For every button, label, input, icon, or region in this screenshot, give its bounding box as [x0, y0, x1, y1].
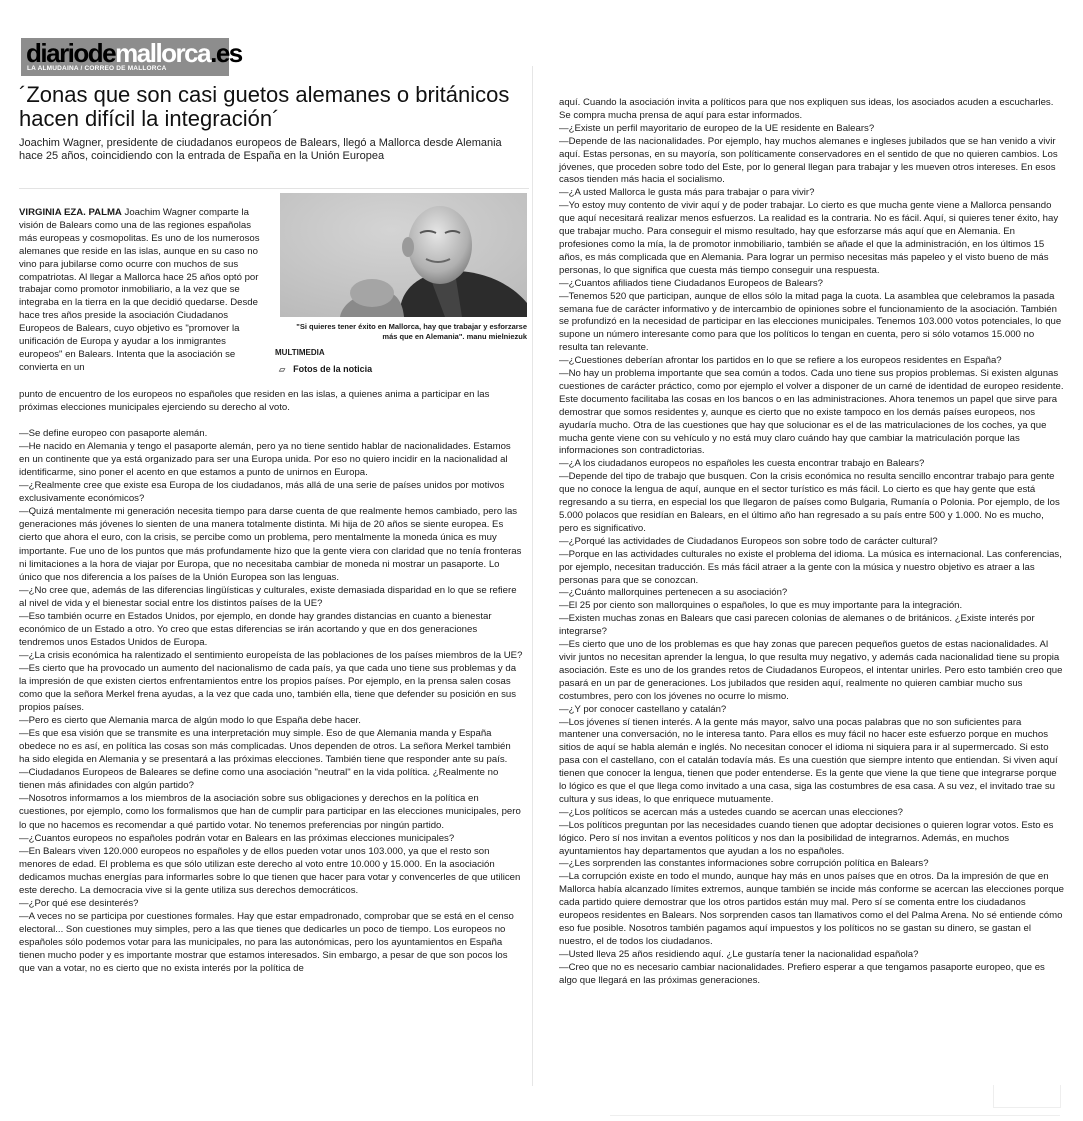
photos-link[interactable]: [279, 364, 372, 374]
paragraph: —Pero es cierto que Alemania marca de algún modo lo que España debe hacer.: [19, 715, 361, 727]
paragraph: —Nosotros informamos a los miembros de la asociación sobre sus obligaciones y derechos en la política en cuestiones, por ejemplo, como los formalismos que han de cumplir para participar en las elecciones municipales, pero lo que no hacemos es recomendar a qué partido votar. No tenemos preferencias por ningún partido.: [19, 793, 521, 831]
paragraph: —¿Cuantos afiliados tiene Ciudadanos Europeos de Balears?: [559, 277, 823, 289]
paragraph: —¿Los políticos se acercan más a ustedes cuando se acercan unas elecciones?: [559, 806, 903, 818]
camera-icon: ▱: [279, 365, 286, 374]
paragraph: —El 25 por ciento son mallorquines o españoles, lo que es muy importante para la integración.: [559, 600, 963, 612]
article-photo[interactable]: [280, 193, 527, 317]
paragraph: —Porque en las actividades culturales no existe el problema del idioma. La música es internacional. Las conferencias, por ejemplo, necesitan traducción. Es más fácil atraer a la gente con la música y nuestro objetivo es atraer a las personas para que se conozcan.: [559, 548, 1062, 586]
article-subtitle: Joachim Wagner, presidente de ciudadanos europeos de Balears, llegó a Mallorca desde Alemania hace 25 años, coincidiendo con la entrada de España en la Unión Europea: [19, 137, 502, 162]
paragraph: —Los políticos preguntan por las necesidades cuando tienen que adoptar decisiones o quieren lograr votos. Esto es lógico. Pero sí nos invitan a eventos políticos y nos dan la posibilidad de integrarnos. Además, en muchos ayuntamientos hay departamentos que ayudan a los no españoles.: [559, 819, 1054, 857]
paragraph: —¿Cuánto mallorquines pertenecen a su asociación?: [559, 587, 788, 599]
paragraph: —Usted lleva 25 años residiendo aquí. ¿Le gustaría tener la nacionalidad española?: [559, 948, 919, 960]
paragraph: —¿Por qué ese desinterés?: [19, 897, 139, 909]
paragraph: —Es que esa visión que se transmite es una interpretación muy simple. Eso de que Alemania manda y España obedece no es así, en política las cosas son más complicadas. Unos dependen de otros. La señora Merkel también ha sido elegida en Alemania y se presentará a las próximas elecciones. También tiene que responder ante su país.: [19, 728, 511, 766]
paragraph: —¿A usted Mallorca le gusta más para trabajar o para vivir?: [559, 187, 815, 199]
paragraph: —Yo estoy muy contento de vivir aquí y de poder trabajar. Lo cierto es que mucha gente viene a Mallorca pensando que aquí necesitará realizar menos esfuerzos. La realidad es la contraria. No es fácil. Aquí, si quieres tener éxito, hay que trabajar mucho. Para conseguir el mismo resultado, hay que esforzarse más aquí que en Alemania. En profesiones como la mía, la de promotor inmobiliario, también se añade el que la administración, en los últimos 15 años, es más complicada que en Alemania. Para lograr un permiso necesitas más papeleo y el visto bueno de más personas, lo que significa que cuesta más tiempo conseguir una respuesta.: [559, 200, 1059, 276]
paragraph: —He nacido en Alemania y tengo el pasaporte alemán, pero ya no tiene sentido hablar de nacionalidades. Estamos en un continente que ya está organizado para ser una Europa unida. Por eso no quiero incidir en la nacionalidad al identificarme, sino poner el acento en que estamos a punto de unirnos en Europa.: [19, 441, 511, 479]
paragraph: —Existen muchas zonas en Balears que casi parecen colonias de alemanes o de británicos. ¿Existe interés por integrarse?: [559, 613, 1035, 638]
intro-text: Joachim Wagner comparte la visión de Balears como una de las regiones españolas más europeas y cosmopolitas. Es uno de los numerosos alemanes que reside en las islas, aunque en su caso no vino para jubilarse como ocurre con muchos de sus compatriotas. Al llegar a Mallorca hace 25 años optó por trabajar como promotor inmobiliario, a la vez que se integraba en la tierra en la que decidió quedarse. Desde hace tres años preside la asociación Ciudadanos Europeos de Balears, cuyo objetivo es "promover la unificación de Europa y ayudar a los inmigrantes europeos" en Balears. Intenta que la asociación se convierta en un: [19, 207, 260, 373]
paragraph: —¿Porqué las actividades de Ciudadanos Europeos son sobre todo de carácter cultural?: [559, 535, 938, 547]
paragraph: —¿Les sorprenden las constantes informaciones sobre corrupción política en Balears?: [559, 858, 929, 870]
photos-link-label: Fotos de la noticia: [293, 364, 373, 374]
paragraph: —Ciudadanos Europeos de Baleares se define como una asociación "neutral" en la vida política. ¿Realmente no tienen más afinidades con algún partido?: [19, 767, 499, 792]
paragraph: —Los jóvenes sí tienen interés. A la gente más mayor, salvo una pocas palabras que no son suficientes para mantener una conversación, no le interesa tanto. Para ellos es muy fácil no hacer este esfuerzo porque en muchos sitios de aquí se habla alemán e inglés. No necesitan conocer el idioma ni siquiera para ir al supermercado. Si esto pasa con el castellano, con el catalán todavía más. Es una cuestión que siempre intento que entiendan. Si viven aquí tienen que conocer la lengua, tienen que poder entenderse. Es la gente que viene la que tiene que integrarse porque lo lógico es que el que llega como invitado a una casa, siga las costumbres de esa casa. A su vez, el invitado trae su cultura y sus ideas, lo que enriquece mutuamente.: [559, 716, 1058, 805]
logo-wordmark: diariodemallorca.es: [26, 38, 242, 68]
footer-divider: [610, 1115, 1060, 1116]
paragraph: —La corrupción existe en todo el mundo, aunque hay más en unos países que en otros. Da la impresión de que en Mallorca había alcanzado límites extremos, aunque también se incide más conforme se acercan las elecciones porque cada partido quiere demostrar que los otros partidos están muy mal. Pero sí se comenta entre los ciudadanos europeos residentes en Balears. Nos sorprenden casos tan llamativos como el del Palma Arena. No sé entiende cómo eso fue posible. Nosotros también pagamos aquí impuestos y los políticos no se gastan su dinero, se gastan el nuestro, el de todos los ciudadanos.: [559, 871, 1065, 947]
paragraph: —¿A los ciudadanos europeos no españoles les cuesta encontrar trabajo en Balears?: [559, 458, 925, 470]
paragraph: —Tenemos 520 que participan, aunque de ellos sólo la mitad paga la cuota. La asamblea que celebramos la pasada semana fue de carácter informativo y de intercambio de opiniones sobre el funcionamiento de la asociación. También se profundizó en la necesidad de participar en las elecciones municipales. Tenemos 103.000 votos potenciales, lo que supone un número interesante como para que los políticos lo tengan en cuenta, pero si sólo votamos 15.000 no resulta tan relevante.: [559, 290, 1062, 354]
paragraph: —Es cierto que ha provocado un aumento del nacionalismo de cada país, ya que cada uno tiene sus problemas y da la impresión de que existen ciertos enfrentamientos entre los propios países. Por ejemplo, en la prensa salen cosas como que la señora Merkel frena ayudas, a la vez que cada uno, también ella, tiene que defender su posición en sus propios países.: [19, 662, 517, 714]
paragraph: —¿Existe un perfil mayoritario de europeo de la UE residente en Balears?: [559, 122, 875, 134]
photo-caption: "Si quieres tener éxito en Mallorca, hay que trabajar y esforzarse más que en Alemania". manu mielniezuk: [296, 322, 527, 341]
article-body-col2: [559, 97, 1064, 988]
paragraph: —Quizá mentalmente mi generación necesita tiempo para darse cuenta de que realmente hemos cambiado, pero las generaciones más jóvenes lo sienten de una manera totalmente distinta. Mi hija de 20 años se siente europea. Es cierto que ahora el euro, con la crisis, se percibe como un problema, pero mentalmente la moneda única es muy importante. Fue uno de los puntos que más profundamente hizo que la gente viera con claridad que no tenía fronteras ni limitaciones a la hora de viajar por Europa, que no necesitaba cambiar de moneda ni mostrar un pasaporte. Lo único que nos diferencia a los países de la Unión Europea son las lenguas.: [19, 506, 522, 583]
paragraph: —Depende de las nacionalidades. Por ejemplo, hay muchos alemanes e ingleses jubilados que se han venido a vivir aquí. Estas personas, en su mayoría, son políticamente conservadores en el sentido de que no quieren cambios. Los jóvenes, que proceden sobre todo del Este, por lo general llegan para trabajar y les mueven otros intereses. En esos casos tienden más hacia el socialismo.: [559, 135, 1058, 186]
logo-tagline: LA ALMUDAINA / CORREO DE MALLORCA: [27, 65, 167, 72]
paragraph: —No hay un problema importante que sea común a todos. Cada uno tiene sus propios problemas. Si existen algunas cuestiones de carácter práctico, como por ejemplo el volver a disponer de un carné de identidad de europeo residente. Este documento facilitaba las cosas en los bancos o en las administraciones. Ahora tenemos un papel que sirve para demostrar que somos residentes y, aunque es cierto que no existe tampoco en los demás países europeos, nos ayudaría mucho. Otra de las cuestiones que hay que solucionar es el de las matriculaciones de los coches, ya que mucha gente viene con su vehículo y no está muy claro cuándo hay que cambiar la matriculación porque las informaciones son contradictorias.: [559, 368, 1064, 457]
paragraph: aquí. Cuando la asociación invita a políticos para que nos expliquen sus ideas, los asociados acuden a escucharles. Se compra mucha prensa de aquí para estar informados.: [559, 97, 1054, 121]
paragraph: —Eso también ocurre en Estados Unidos, por ejemplo, en donde hay grandes distancias en cuanto a bienestar económico de un Estado a otro. Yo creo que estas diferencias se irán acortando y que en dos generaciones tendremos unos Estados Unidos de Europa.: [19, 610, 492, 648]
multimedia-label: MULTIMEDIA: [275, 348, 325, 357]
paragraph: —¿Cuantos europeos no españoles podrán votar en Balears en las próximas elecciones municipales?: [19, 832, 455, 844]
paragraph: —En Balears viven 120.000 europeos no españoles y de ellos pueden votar unos 103.000, ya que el resto son menores de edad. El problema es que sólo utilizan este derecho al voto entre 10.000 y 15.000. En la asociación dedicamos muchas energías para informarles sobre lo que tienen que hacer para votar y convencerles de que utilicen este derecho. La democracia vive si la gente utiliza sus derechos democráticos.: [19, 845, 521, 896]
footer-box: [993, 1085, 1061, 1108]
paragraph: —Se define europeo con pasaporte alemán.: [19, 428, 208, 440]
article-header: [19, 83, 524, 163]
article-title: ´Zonas que son casi guetos alemanes o británicos hacen difícil la integración´: [19, 82, 510, 131]
paragraph: —A veces no se participa por cuestiones formales. Hay que estar empadronado, comprobar que se está en el censo electoral... Son cuestiones muy simples, pero a las que tienes que dedicarles un poco de tiempo. Los europeos no españoles sólo podemos votar para las municipales, no para las autonómicas, pero los ayuntamientos en España tienen mucho poder y es importante mostrar que estamos interesados. Sin embargo, a pesar de que son pocos los que van a votar, no es cierto que no exista interés por la política de: [19, 910, 514, 975]
paragraph: —¿Y por conocer castellano y catalán?: [559, 703, 727, 715]
article-body-col1: [19, 388, 523, 975]
paragraph: —¿La crisis económica ha ralentizado el sentimiento europeísta de las poblaciones de los países miembros de la UE?: [19, 649, 523, 661]
byline: VIRGINIA EZA. PALMA: [19, 207, 122, 218]
portrait-photo: [280, 193, 527, 317]
paragraph: —Depende del tipo de trabajo que busquen. Con la crisis económica no resulta sencillo encontrar trabajo para gente que no conoce la lengua de aquí, aunque en el sector turístico es más fácil. Lo cierto es que hay gente que está regresando a su tierra, en especial los que llegaron de países como Bulgaria, Rumanía o Polonia. Por ejemplo, de los 5.000 polacos que residían en Balears, en el último año han regresado a su país entre 500 y 1.000. No es mucho, pero es significativo.: [559, 471, 1060, 534]
intro-continuation: punto de encuentro de los europeos no españoles que residen en las islas, a quienes anima a participar en las próximas elecciones municipales ejerciendo su derecho al voto.: [19, 389, 490, 414]
column-divider: [532, 66, 533, 1086]
paragraph: —¿Realmente cree que existe esa Europa de los ciudadanos, más allá de una serie de países unidos por motivos exclusivamente económicos?: [19, 480, 505, 505]
article-intro: [19, 207, 271, 375]
paragraph: —Es cierto que uno de los problemas es que hay zonas que parecen pequeños guetos de estas nacionalidades. Al vivir juntos no necesitan aprender la lengua, lo que resulta muy negativo, y además cada nacionalidad tiene su propia asociación. Este es uno de los grandes retos de Ciudadanos Europeos, el intentar unirles. Pero esto también creo que pasará en un par de generaciones. Los jubilados que residen aquí, realmente no quieren cambiar mucho sus costumbres, pero con los jóvenes no ocurre lo mismo.: [559, 639, 1063, 702]
site-logo[interactable]: [21, 38, 242, 76]
paragraph: —¿No cree que, además de las diferencias lingüísticas y culturales, existe demasiada disparidad en lo que se refiere al nivel de vida y el bienestar social entre los distintos países de la UE?: [19, 584, 517, 609]
paragraph: —¿Cuestiones deberían afrontar los partidos en lo que se refiere a los europeos residentes en España?: [559, 355, 1002, 367]
header-separator: [19, 188, 529, 189]
paragraph: —Creo que no es necesario cambiar nacionalidades. Prefiero esperar a que tengamos pasaporte europeo, que es algo que llegará en las próximas generaciones.: [559, 961, 1045, 986]
